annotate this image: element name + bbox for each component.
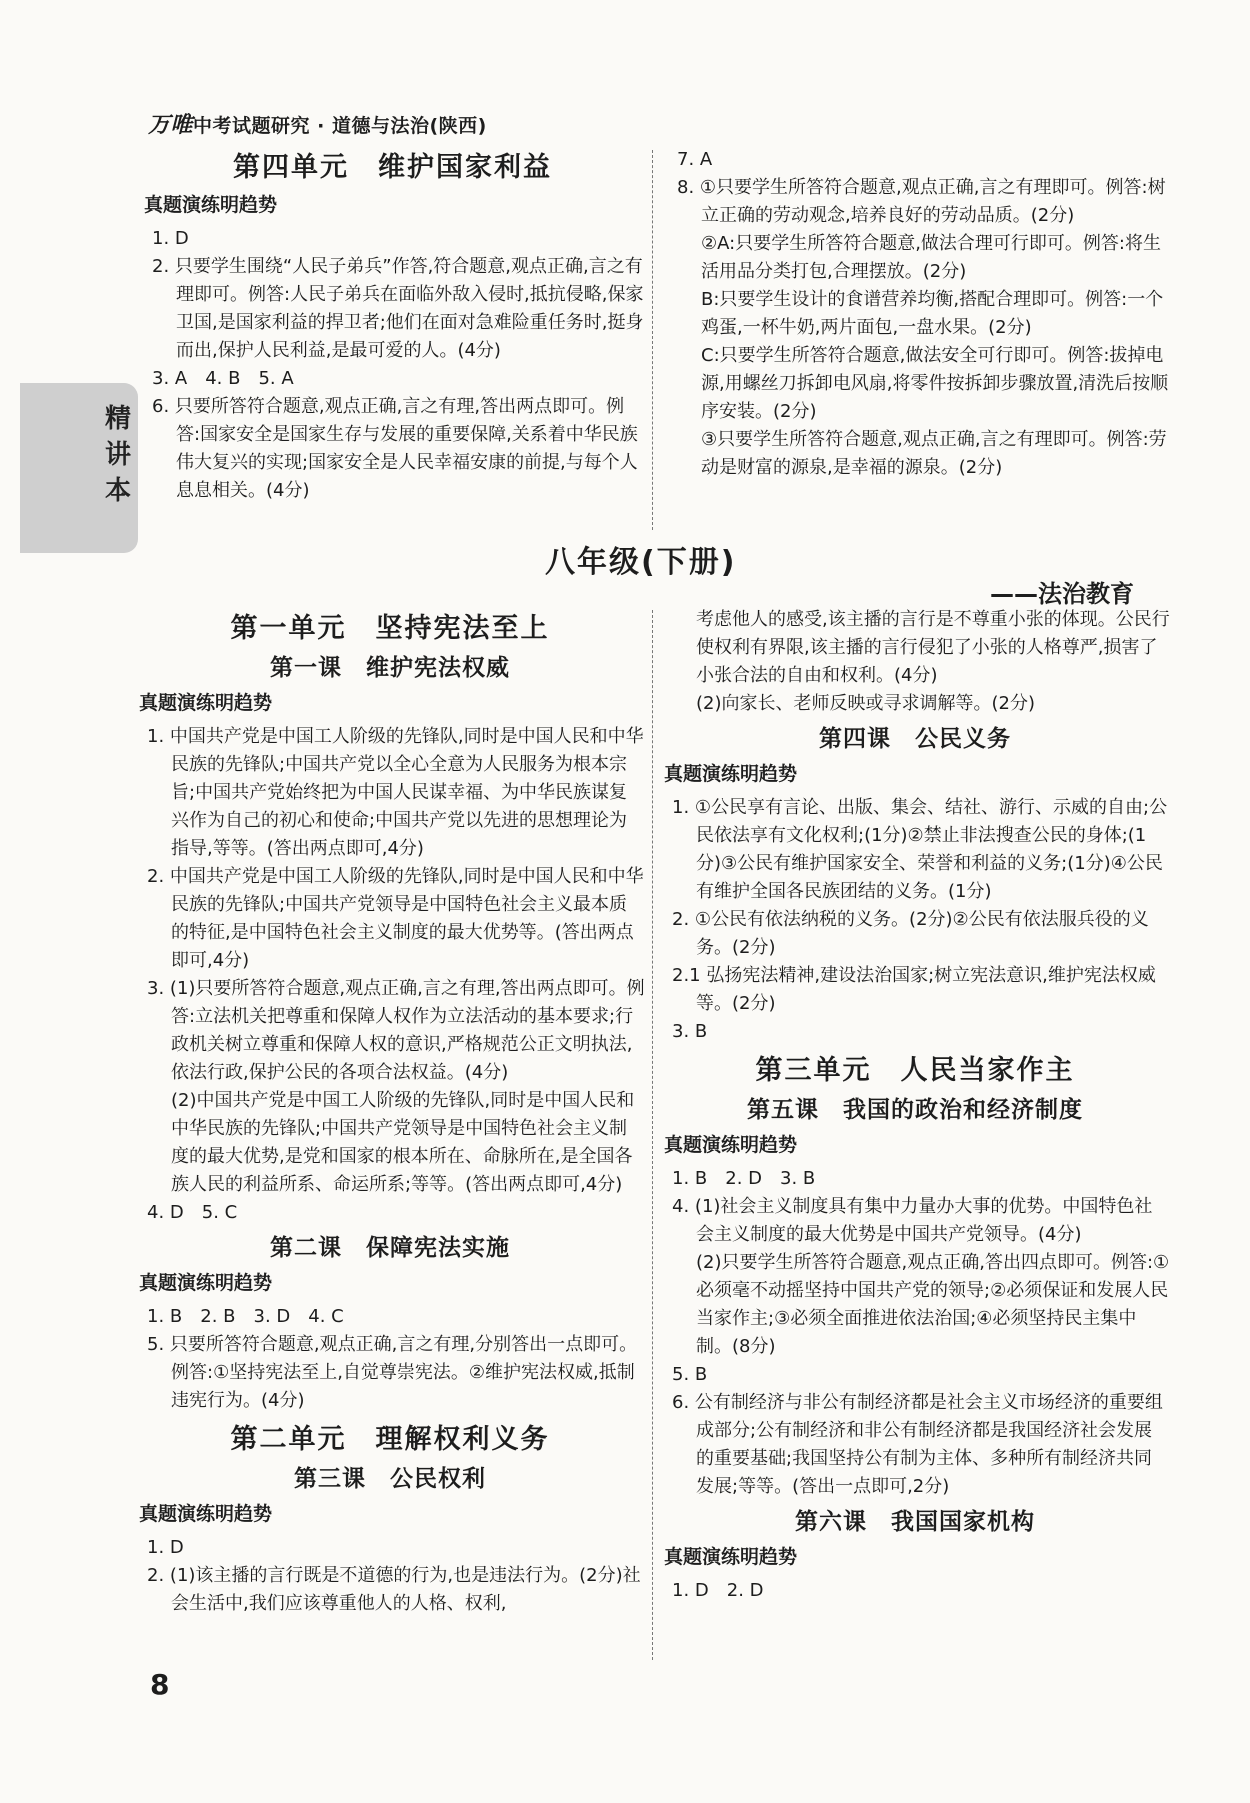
side-tab-label: 精讲本	[104, 404, 131, 506]
answer-item: 1. 中国共产党是中国工人阶级的先锋队,同时是中国人民和中华民族的先锋队;中国共产党以全心全意为人民服务为根本宗旨;中国共产党始终把为中国人民谋幸福、为中华民族谋复兴作为自己的初心和使命;中国共产党以先进的思想理论为指导,等等。(答出两点即可,4分)	[147, 726, 644, 859]
answer-item: 8. ①只要学生所答符合题意,观点正确,言之有理即可。例答:树立正确的劳动观念,培养良好的劳动品质。(2分)	[677, 177, 1166, 226]
answer-continuation: B:只要学生设计的食谱营养均衡,搭配合理即可。例答:一个鸡蛋,一杯牛奶,两片面包,一盘水果。(2分)	[701, 289, 1164, 338]
top-left-column	[140, 143, 645, 505]
theme-subtitle: ——法治教育	[990, 580, 1134, 608]
grade-title: 八年级(下册)	[545, 545, 737, 580]
lesson-title: 第二课 保障宪法实施	[270, 1235, 510, 1261]
answer-item: 1. D	[147, 1537, 184, 1558]
brand-logo: 万唯	[148, 113, 194, 138]
section-heading: 真题演练明趋势	[664, 1546, 798, 1568]
answer-item: 3. (1)只要所答符合题意,观点正确,言之有理,答出两点即可。例答:立法机关把尊重和保障人权作为立法活动的基本要求;行政机关树立尊重和保障人权的意识,严格规范公正文明执法,依法行政,保护公民的各项合法权益。(4分)	[147, 978, 645, 1083]
lesson-title: 第一课 维护宪法权威	[270, 655, 510, 681]
answer-list	[140, 225, 645, 505]
answer-item: 1. D	[152, 228, 189, 249]
answer-item: 3. B	[672, 1021, 708, 1042]
answer-item: 2. 只要学生围绕“人民子弟兵”作答,符合题意,观点正确,言之有理即可。例答:人民子弟兵在面临外敌入侵时,抵抗侵略,保家卫国,是国家利益的捍卫者;他们在面对急难险重任务时,挺身而出,保护人民利益,是最可爱的人。(4分)	[152, 256, 644, 361]
answer-item: 1. B 2. D 3. B	[672, 1168, 816, 1189]
answer-continuation: ②A:只要学生所答符合题意,做法合理可行即可。例答:将生活用品分类打包,合理摆放。(2分)	[701, 233, 1161, 282]
answer-item: 7. A	[677, 149, 713, 170]
answer-item: 3. A 4. B 5. A	[152, 368, 294, 389]
answer-continuation: (2)只要学生所答符合题意,观点正确,答出四点即可。例答:①必须毫不动摇坚持中国共产党的领导;②必须保证和发展人民当家作主;③必须全面推进依法治国;④必须坚持民主集中制。(8分)	[696, 1252, 1170, 1357]
answer-continuation: C:只要学生所答符合题意,做法安全可行即可。例答:拔掉电源,用螺丝刀拆卸电风扇,将零件按拆卸步骤放置,清洗后按顺序安装。(2分)	[701, 345, 1169, 422]
answer-item: 5. 只要所答符合题意,观点正确,言之有理,分别答出一点即可。例答:①坚持宪法至上,自觉尊崇宪法。②维护宪法权威,抵制违宪行为。(4分)	[147, 1334, 638, 1411]
section-heading: 真题演练明趋势	[139, 692, 273, 714]
unit-title: 第四单元 维护国家利益	[233, 152, 552, 183]
answer-continuation: (2)向家长、老师反映或寻求调解等。(2分)	[696, 693, 1035, 714]
lesson-title: 第三课 公民权利	[294, 1466, 486, 1492]
lesson-title: 第四课 公民义务	[819, 726, 1011, 752]
answer-continuation: ③只要学生所答符合题意,观点正确,言之有理即可。例答:劳动是财富的源泉,是幸福的源泉。(2分)	[701, 429, 1167, 478]
section-heading: 真题演练明趋势	[139, 1503, 273, 1525]
section-heading: 真题演练明趋势	[664, 763, 798, 785]
answer-continuation: 考虑他人的感受,该主播的言行是不尊重小张的体现。公民行使权利有界限,该主播的言行侵犯了小张的人格尊严,损害了小张合法的自由和权利。(4分)	[696, 609, 1170, 686]
unit-title: 第三单元 人民当家作主	[755, 1055, 1075, 1086]
running-header	[148, 108, 487, 139]
answer-item: 5. B	[672, 1364, 708, 1385]
answer-item: 1. ①公民享有言论、出版、集会、结社、游行、示威的自由;公民依法享有文化权利;(1分)②禁止非法搜查公民的身体;(1分)③公民有维护国家安全、荣誉和利益的义务;(1分)④公民有维护全国各民族团结的义务。(1分)	[672, 797, 1168, 902]
answer-item: 4. (1)社会主义制度具有集中力量办大事的优势。中国特色社会主义制度的最大优势是中国共产党领导。(4分)	[672, 1196, 1153, 1245]
lesson-title: 第五课 我国的政治和经济制度	[747, 1097, 1083, 1123]
page-number: 8	[150, 1668, 170, 1701]
column-divider-bottom	[652, 610, 653, 1660]
bottom-right-column	[660, 606, 1170, 1605]
answer-continuation: (2)中国共产党是中国工人阶级的先锋队,同时是中国人民和中华民族的先锋队;中国共产党领导是中国特色社会主义制度的最大优势,是党和国家的根本所在、命脉所在,是全国各族人民的利益所系、命运所系;等等。(答出两点即可,4分)	[171, 1090, 635, 1195]
column-divider-top	[652, 150, 653, 530]
answer-item: 6. 公有制经济与非公有制经济都是社会主义市场经济的重要组成部分;公有制经济和非公有制经济都是我国经济社会发展的重要基础;我国坚持公有制为主体、多种所有制经济共同发展;等等。(答出一点即可,2分)	[672, 1392, 1163, 1497]
section-heading: 真题演练明趋势	[139, 1272, 273, 1294]
section-heading: 真题演练明趋势	[144, 194, 278, 216]
answer-item: 1. D 2. D	[672, 1580, 764, 1601]
section-heading: 真题演练明趋势	[664, 1134, 798, 1156]
answer-item: 4. D 5. C	[147, 1202, 238, 1223]
header-title: 中考试题研究 · 道德与法治(陕西)	[193, 115, 487, 137]
unit-title: 第二单元 理解权利义务	[230, 1424, 550, 1455]
answer-item: 2. ①公民有依法纳税的义务。(2分)②公民有依法服兵役的义务。(2分)	[672, 909, 1149, 958]
unit-title: 第一单元 坚持宪法至上	[230, 613, 550, 644]
answer-item: 6. 只要所答符合题意,观点正确,言之有理,答出两点即可。例答:国家安全是国家生存与发展的重要保障,关系着中华民族伟大复兴的实现;国家安全是人民幸福安康的前提,与每个人息息相关。(4分)	[152, 396, 638, 501]
bottom-left-column	[135, 604, 645, 1618]
answer-item: 2. 中国共产党是中国工人阶级的先锋队,同时是中国人民和中华民族的先锋队;中国共产党领导是中国特色社会主义最本质的特征,是中国特色社会主义制度的最大优势等。(答出两点即可,4分)	[147, 866, 644, 971]
side-tab	[20, 383, 138, 553]
top-right-column	[665, 146, 1170, 482]
answer-item: 2.1 弘扬宪法精神,建设法治国家;树立宪法意识,维护宪法权威等。(2分)	[672, 965, 1156, 1014]
lesson-title: 第六课 我国国家机构	[795, 1509, 1035, 1535]
answer-item: 1. B 2. B 3. D 4. C	[147, 1306, 344, 1327]
answer-item: 2. (1)该主播的言行既是不道德的行为,也是违法行为。(2分)社会生活中,我们应该尊重他人的人格、权利,	[147, 1565, 641, 1614]
